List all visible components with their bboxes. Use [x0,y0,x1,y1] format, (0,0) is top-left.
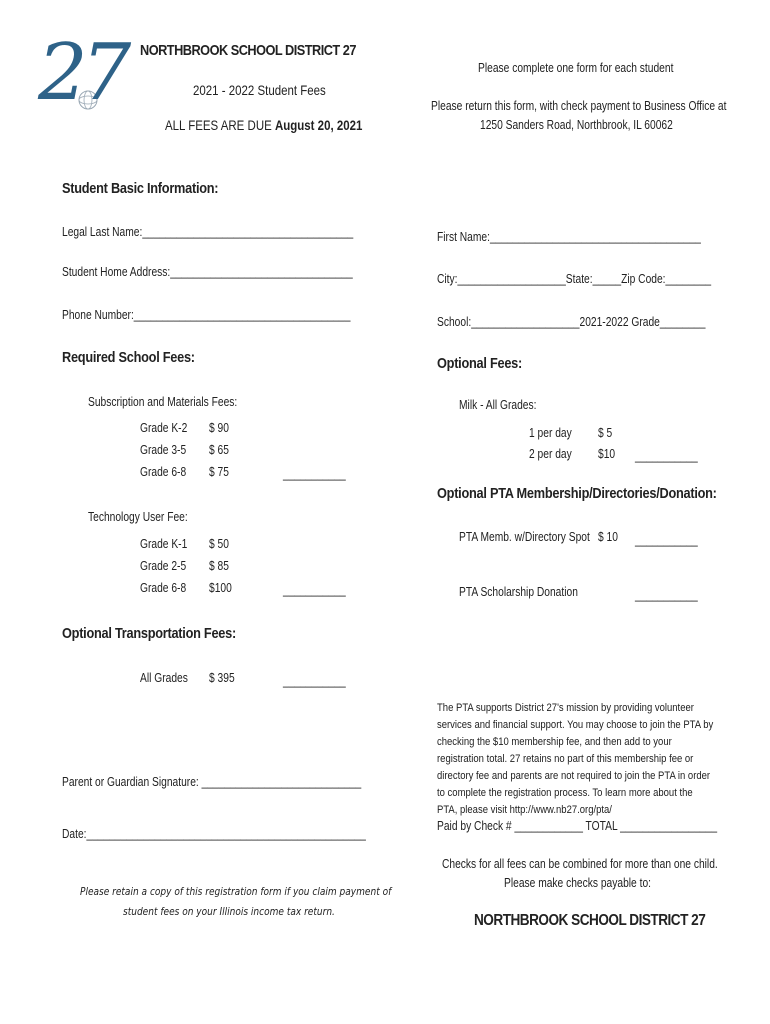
pta-title: Optional PTA Membership/Directories/Donation: [437,485,717,502]
milk-label: Milk - All Grades: [459,398,537,412]
city-state-zip-field[interactable]: City:___________________State:_____Zip Code:________ [437,272,712,286]
phone-field[interactable]: Phone Number:______________________________________ [62,308,351,322]
instruction-return: Please return this form, with check payment to Business Office at [431,99,727,113]
technology-grade-25: Grade 2-5 [140,559,187,573]
required-fees-title: Required School Fees: [62,349,195,366]
technology-grade-68: Grade 6-8 [140,581,187,595]
pta-scholarship-blank[interactable]: ___________ [635,588,698,602]
date-field[interactable]: Date:_________________________________________________ [62,827,366,841]
technology-label: Technology User Fee: [88,510,188,524]
milk-1-per-day: 1 per day [529,426,572,440]
transportation-price: $ 395 [209,671,235,685]
subscription-price-k2: $ 90 [209,421,229,435]
technology-price-25: $ 85 [209,559,229,573]
subscription-price-35: $ 65 [209,443,229,457]
retain-note-line-2: student fees on your Illinois income tax return. [123,905,335,918]
payee-name: NORTHBROOK SCHOOL DISTRICT 27 [474,912,706,929]
subscription-grade-68: Grade 6-8 [140,465,187,479]
instruction-address: 1250 Sanders Road, Northbrook, IL 60062 [480,118,673,132]
subscription-amount-blank[interactable]: ___________ [283,467,346,481]
payable-note: Please make checks payable to: [504,876,652,890]
pta-membership-price: $ 10 [598,530,618,544]
district-logo [38,28,126,144]
pta-membership-blank[interactable]: ___________ [635,533,698,547]
home-address-field[interactable]: Student Home Address:________________________________ [62,265,353,279]
technology-price-k1: $ 50 [209,537,229,551]
transportation-amount-blank[interactable]: ___________ [283,674,346,688]
optional-fees-title: Optional Fees: [437,355,522,372]
school-grade-field[interactable]: School:___________________2021-2022 Grade________ [437,315,706,329]
subscription-grade-35: Grade 3-5 [140,443,187,457]
pta-membership-label: PTA Memb. w/Directory Spot [459,530,590,544]
due-prefix: ALL FEES ARE DUE [165,117,275,133]
pta-scholarship-label: PTA Scholarship Donation [459,585,578,599]
milk-2-price: $10 [598,447,616,461]
instruction-one-form: Please complete one form for each student [478,61,674,75]
subscription-label: Subscription and Materials Fees: [88,395,238,409]
last-name-field[interactable]: Legal Last Name:_____________________________________ [62,225,354,239]
pta-info-paragraph: The PTA supports District 27's mission by providing volunteer services and financial support. You may choose to join the PTA by checking the $10 membership fee, and then add to your registration total. 27 retains no part of this membership fee or directory fee and parents are not required to join the PTA in order to complete the registration process. To learn more about the PTA, please visit http://www.nb27.org/pta/ [437,702,714,816]
subscription-price-68: $ 75 [209,465,229,479]
district-title: NORTHBROOK SCHOOL DISTRICT 27 [140,42,356,59]
technology-grade-k1: Grade K-1 [140,537,188,551]
milk-amount-blank[interactable]: ___________ [635,449,698,463]
fees-year: 2021 - 2022 Student Fees [193,82,326,98]
due-line [165,117,362,133]
transportation-title: Optional Transportation Fees: [62,625,236,642]
check-total-field[interactable]: Paid by Check # ____________ TOTAL _________________ [437,819,718,833]
technology-price-68: $100 [209,581,232,595]
technology-amount-blank[interactable]: ___________ [283,583,346,597]
student-info-title: Student Basic Information: [62,180,219,197]
milk-2-per-day: 2 per day [529,447,572,461]
transportation-grade: All Grades [140,671,188,685]
logo-text: 27 [38,28,126,118]
retain-note-line-1: Please retain a copy of this registration form if you claim payment of [80,885,392,898]
subscription-grade-k2: Grade K-2 [140,421,188,435]
combine-note: Checks for all fees can be combined for more than one child. [442,857,718,871]
guardian-signature-field[interactable]: Parent or Guardian Signature: ____________________________ [62,775,362,789]
milk-1-price: $ 5 [598,426,613,440]
first-name-field[interactable]: First Name:_____________________________________ [437,230,701,244]
due-date: August 20, 2021 [274,117,363,133]
